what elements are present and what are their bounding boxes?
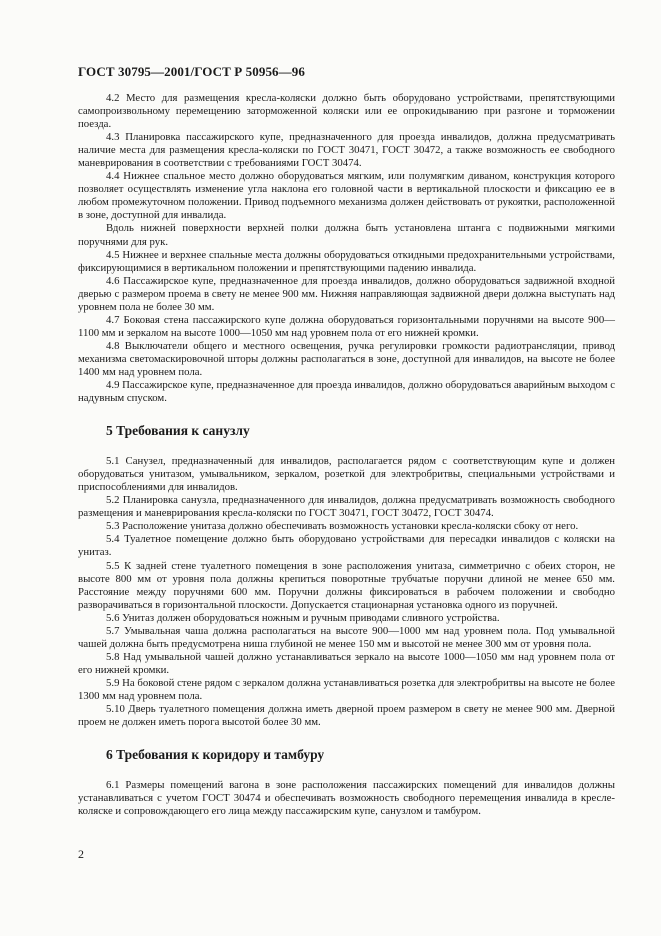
section-5 [78,455,615,729]
paragraph-4-9: 4.9 Пассажирское купе, предназначенное для проезда инвалидов, должно оборудоваться аварийным выходом с надувным спуском. [78,379,615,405]
document-body [78,92,615,818]
section-6 [78,779,615,818]
paragraph-4-6: 4.6 Пассажирское купе, предназначенное для проезда инвалидов, должно оборудоваться задвижной входной дверью с размером проема в свету не менее 900 мм. Нижняя направляющая задвижной двери должна выступать над уровнем пола не более 30 мм. [78,274,615,313]
paragraph-6-1: 6.1 Размеры помещений вагона в зоне расположения пассажирских помещений для инвалидов должны устанавливаться с учетом ГОСТ 30474 и обеспечивать возможность свободного перемещения инвалида в кресле-коляске и сопровождающего его лица между пассажирским купе, санузлом и тамбуром. [78,779,615,818]
paragraph-5-2: 5.2 Планировка санузла, предназначенного для инвалидов, должна предусматривать возможность свободного размещения и маневрирования кресла-коляски по ГОСТ 30471, ГОСТ 30472, ГОСТ 30474. [78,494,615,520]
paragraph-4-5: 4.5 Нижнее и верхнее спальные места должны оборудоваться откидными предохранительными устройствами, фиксирующимися в вертикальном положении и препятствующими падению инвалида. [78,248,615,274]
paragraph-5-1: 5.1 Санузел, предназначенный для инвалидов, располагается рядом с соответствующим купе и должен оборудоваться унитазом, умывальником, зеркалом, розеткой для электробритвы, специальными устройствами и приспособлениями для инвалидов. [78,455,615,494]
paragraph-5-4: 5.4 Туалетное помещение должно быть оборудовано устройствами для пересадки инвалидов с коляски на унитаз. [78,533,615,559]
paragraph-5-5: 5.5 К задней стене туалетного помещения в зоне расположения унитаза, симметрично с обеих сторон, не высоте 800 мм от уровня пола должны крепиться поворотные трубчатые поручни длиной не менее 650 мм. Расстояние между поручнями 600 мм. Поручни должны фиксироваться в рабочем положении и свободно разворачиваться в горизонтальной плоскости. Допускается стационарная установка одного из поручней. [78,559,615,611]
paragraph-4-4: 4.4 Нижнее спальное место должно оборудоваться мягким, или полумягким диваном, конструкция которого позволяет осуществлять изменение угла наклона его головной части в вертикальной плоскости и фиксацию ее в любом промежуточном положении. Привод подъемного механизма должен действовать от рукоятки, расположенной в зоне, доступной для инвалида. [78,170,615,222]
document-header: ГОСТ 30795—2001/ГОСТ Р 50956—96 [78,64,305,79]
paragraph-4-2: 4.2 Место для размещения кресла-коляски должно быть оборудовано устройствами, препятствующими самопроизвольному перемещению заторможенной коляски или ее опрокидыванию при разгоне и торможении поезда. [78,92,615,131]
page-number: 2 [78,847,84,861]
paragraph-4-3: 4.3 Планировка пассажирского купе, предназначенного для проезда инвалидов, должна предусматривать наличие места для размещения кресла-коляски по ГОСТ 30471, ГОСТ 30472, а также возможность ее свободного маневрирования в соответствии с требованиями ГОСТ 30474. [78,131,615,170]
section-4-continuation [78,92,615,405]
section-6-heading: 6 Требования к коридору и тамбуру [106,747,325,763]
section-5-heading: 5 Требования к санузлу [106,423,250,439]
paragraph-4-7: 4.7 Боковая стена пассажирского купе должна оборудоваться горизонтальными поручнями на высоте 900—1100 мм и зеркалом на высоте 1000—1050 мм над уровнем пола от его нижней кромки. [78,313,615,339]
paragraph-5-7: 5.7 Умывальная чаша должна располагаться на высоте 900—1000 мм над уровнем пола. Под умывальной чашей должна быть предусмотрена ниша глубиной не менее 150 мм и высотой не менее 300 мм от уровня пола. [78,624,615,650]
paragraph-5-8: 5.8 Над умывальной чашей должно устанавливаться зеркало на высоте 1000—1050 мм над уровнем пола от его нижней кромки. [78,650,615,676]
paragraph-5-3: 5.3 Расположение унитаза должно обеспечивать возможность установки кресла-коляски сбоку от него. [106,520,579,533]
paragraph-4-8: 4.8 Выключатели общего и местного освещения, ручка регулировки громкости радиотрансляции, привод механизма светомаскировочной шторы должны располагаться в зоне, доступной для инвалидов, на высоте не более 1400 мм над уровнем пола. [78,339,615,378]
paragraph-4-4-cont: Вдоль нижней поверхности верхней полки должна быть установлена штанга с подвижными мягкими поручнями для рук. [78,222,615,248]
paragraph-5-6: 5.6 Унитаз должен оборудоваться ножным и ручным приводами сливного устройства. [106,611,500,624]
paragraph-5-9: 5.9 На боковой стене рядом с зеркалом должна устанавливаться розетка для электробритвы на высоте не более 1300 мм над уровнем пола. [78,676,615,702]
paragraph-5-10: 5.10 Дверь туалетного помещения должна иметь дверной проем размером в свету не менее 900 мм. Дверной проем не должен иметь порога высотой более 30 мм. [78,703,615,729]
